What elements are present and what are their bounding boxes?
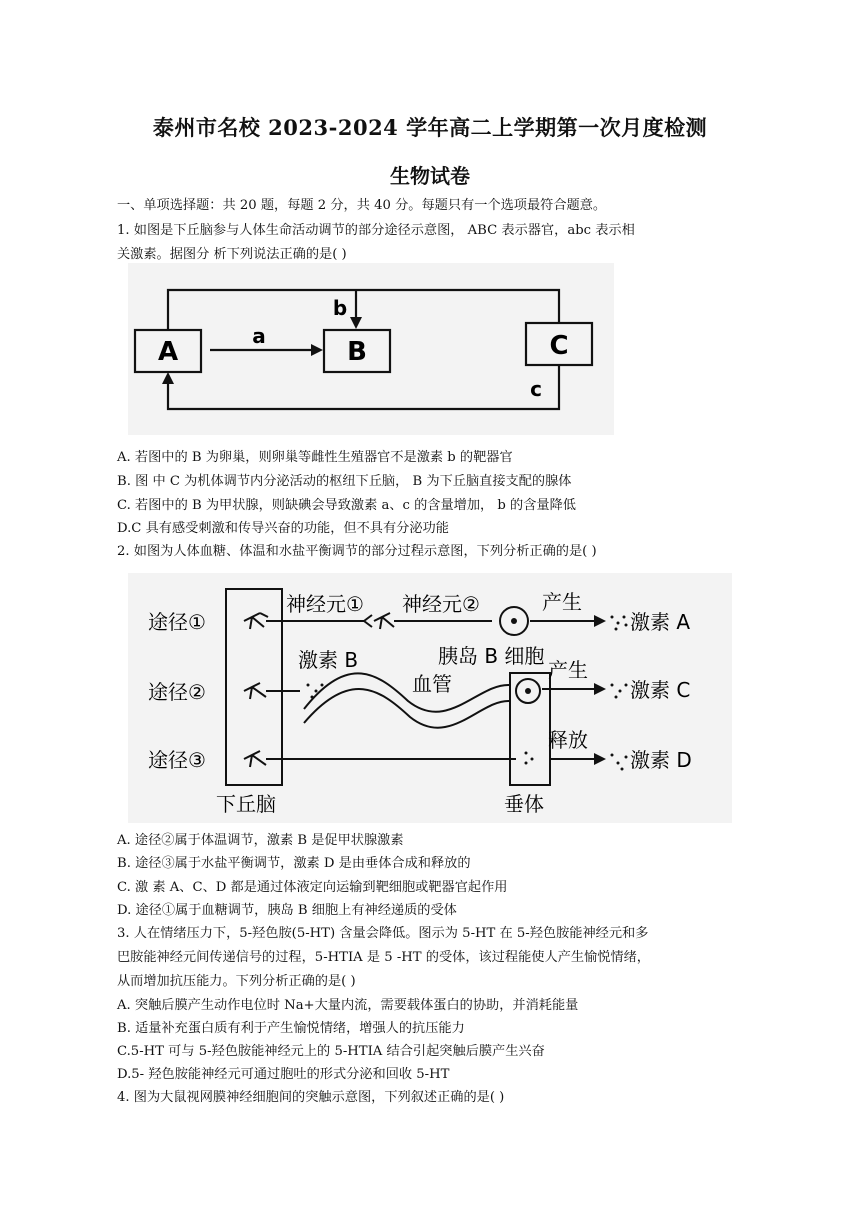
produce-label-1: 产生 (542, 590, 582, 614)
hypothalamus-label: 下丘脑 (216, 792, 276, 816)
hormone-d-label: 激素 D (630, 748, 692, 772)
vessel-label: 血管 (412, 672, 452, 696)
page-subtitle: 生物试卷 (390, 164, 470, 188)
q3-option-a: A. 突触后膜产生动作电位时 Na+大量内流，需要载体蛋白的协助，并消耗能量 (117, 998, 579, 1013)
q1-option-c: C. 若图中的 B 为甲状腺，则缺碘会导致激素 a、c 的含量增加， b 的含量降低 (117, 498, 576, 513)
path-3-label: 途径③ (148, 748, 206, 772)
box-b-label: B (347, 337, 367, 367)
question-3-stem-cont: 巴胺能神经元间传递信号的过程，5-HTIA 是 5 -HT 的受体，该过程能使人产生愉悦情绪， (117, 950, 650, 965)
q2-option-a: A. 途径②属于体温调节，激素 B 是促甲状腺激素 (117, 833, 404, 848)
q2-option-d: D. 途径①属于血糖调节，胰岛 B 细胞上有神经递质的受体 (117, 903, 457, 918)
page-title: 泰州市名校 2023-2024 学年高二上学期第一次月度检测 (152, 115, 708, 140)
hormone-c-label: 激素 C (630, 678, 691, 702)
box-c-label: C (549, 331, 569, 361)
arrow-c-label: c (530, 377, 542, 401)
box-a-label: A (157, 337, 179, 367)
question-4-stem: 4. 图为大鼠视网膜神经细胞间的突触示意图，下列叙述正确的是( ) (117, 1090, 505, 1105)
arrow-b-label: b (332, 296, 348, 320)
arrow-a-label: a (252, 324, 266, 348)
figure-2 (128, 573, 732, 823)
neuron-2-label: 神经元② (402, 592, 480, 616)
question-2-stem: 2. 如图为人体血糖、体温和水盐平衡调节的部分过程示意图，下列分析正确的是( ) (117, 544, 597, 559)
produce-label-2: 产生 (548, 658, 588, 682)
q1-option-b: B. 图 中 C 为机体调节内分泌活动的枢纽下丘脑， B 为下丘脑直接支配的腺体 (117, 474, 572, 489)
hormone-b-label: 激素 B (298, 648, 359, 672)
q3-option-b: B. 适量补充蛋白质有利于产生愉悦情绪，增强人的抗压能力 (117, 1021, 465, 1036)
q1-option-d: D.C 具有感受刺激和传导兴奋的功能，但不具有分泌功能 (117, 521, 449, 536)
q3-option-d: D.5- 羟色胺能神经元可通过胞吐的形式分泌和回收 5-HT (117, 1067, 450, 1082)
pituitary-label: 垂体 (504, 792, 544, 816)
hormone-a-label: 激素 A (630, 610, 691, 634)
question-1-stem-cont: 关激素。据图分 析下列说法正确的是( ) (117, 247, 347, 262)
section-heading: 一、单项选择题：共 20 题，每题 2 分，共 40 分。每题只有一个选项最符合题意。 (117, 198, 607, 213)
question-3-stem: 3. 人在情绪压力下，5-羟色胺(5-HT) 含量会降低。图示为 5-HT 在 5-羟色胺能神经元和多 (117, 926, 649, 941)
q2-option-b: B. 途径③属于水盐平衡调节，激素 D 是由垂体合成和释放的 (117, 856, 471, 871)
release-label: 释放 (548, 728, 588, 752)
figure-1 (128, 263, 614, 435)
q1-option-a: A. 若图中的 B 为卵巢，则卵巢等雌性生殖器官不是激素 b 的靶器官 (117, 450, 513, 465)
path-2-label: 途径② (148, 680, 206, 704)
q2-option-c: C. 激 素 A、C、D 都是通过体液定向运输到靶细胞或靶器官起作用 (117, 880, 508, 895)
question-1-stem: 1. 如图是下丘脑参与人体生命活动调节的部分途径示意图， ABC 表示器官，abc 表示相 (117, 223, 635, 238)
neuron-1-label: 神经元① (286, 592, 364, 616)
question-3-stem-cont-2: 从而增加抗压能力。下列分析正确的是( ) (117, 974, 356, 989)
path-1-label: 途径① (148, 610, 206, 634)
q3-option-c: C.5-HT 可与 5-羟色胺能神经元上的 5-HTIA 结合引起突触后膜产生兴奋 (117, 1044, 545, 1059)
islet-b-cell-label: 胰岛 B 细胞 (438, 644, 545, 668)
